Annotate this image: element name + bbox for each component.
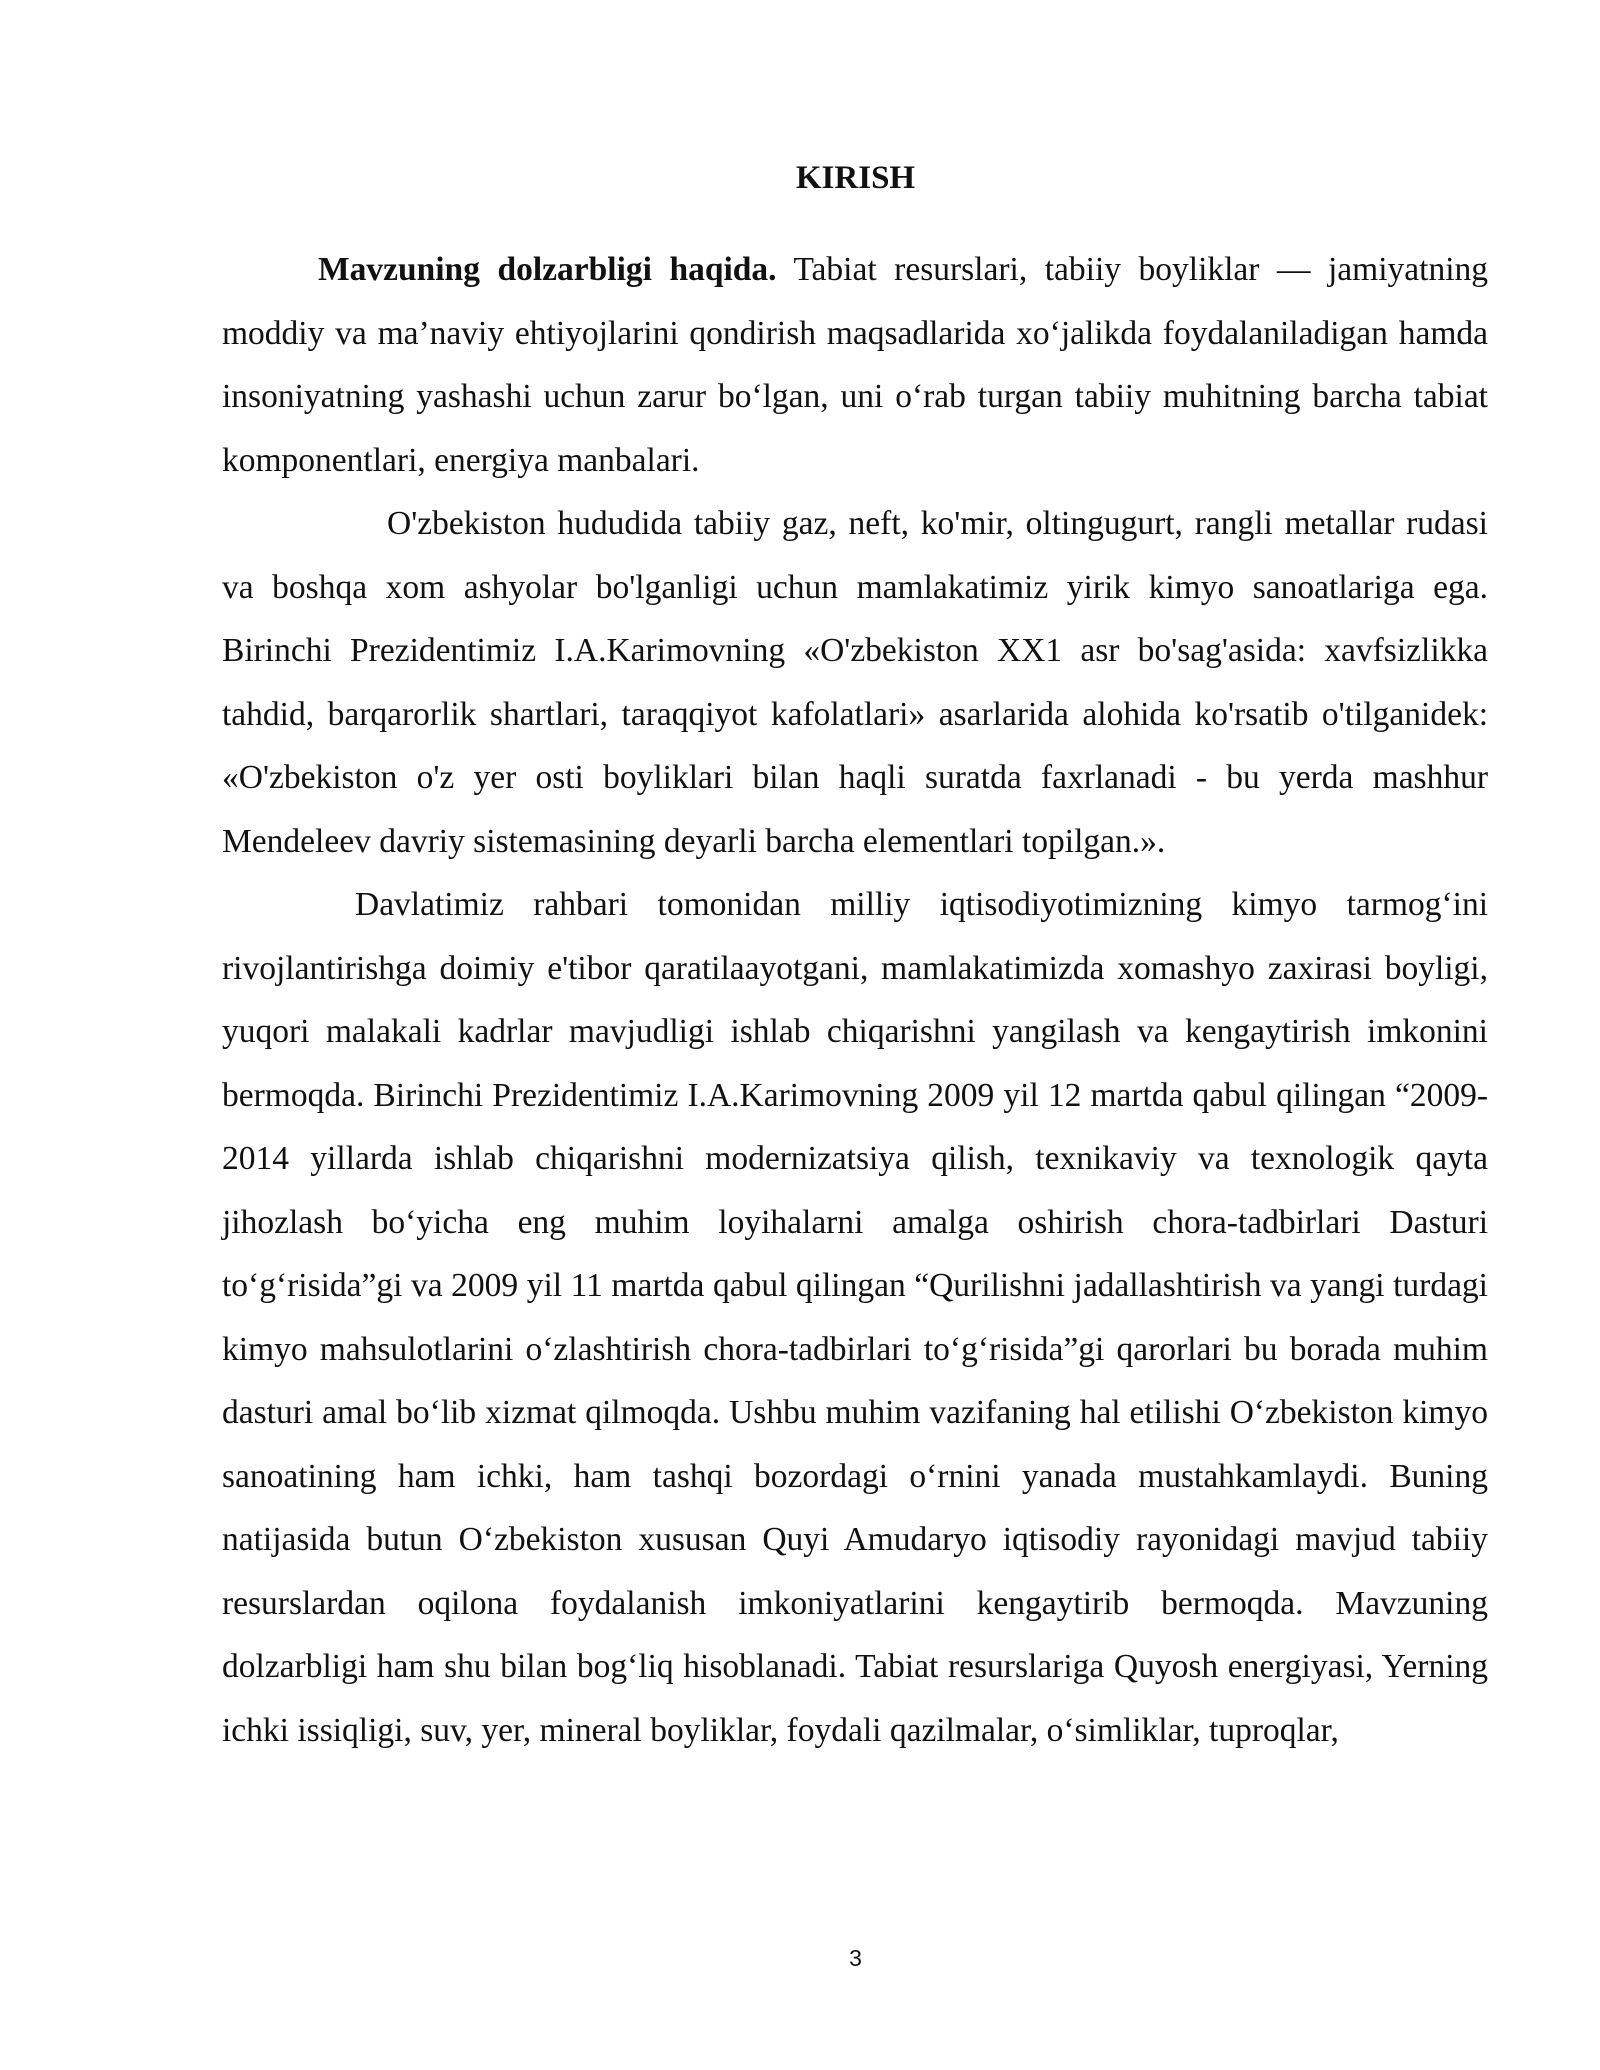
paragraph-resources: O'zbekiston hududida tabiiy gaz, neft, ko'mir, oltingugurt, rangli metallar rudasi va boshqa xom ashyolar bo'lganligi uchun mamlakatimiz yirik kimyo sanoatlariga ega. Birinchi Prezidentimiz I.A.Karimovning «O'zbekiston XX1 asr bo'sag'asida: xavfsizlikka tahdid, barqarorlik shartlari, taraqqiyot kafolatlari» asarlarida alohida ko'rsatib o'tilganidek: «O'zbekiston o'z yer osti boyliklari bilan haqli suratda faxrlanadi - bu yerda mashhur Mendeleev davriy sistemasining deyarli barcha elementlari topilgan.». — [222, 505, 1488, 860]
paragraph-lead-heading: Mavzuning dolzarbligi haqida. — [318, 251, 777, 288]
page-number: 3 — [849, 1945, 862, 1971]
section-title: KIRISH — [795, 160, 916, 196]
paragraph-chemical-industry: Davlatimiz rahbari tomonidan milliy iqtisodiyotimizning kimyo tarmog‘ini rivojlantirishga doimiy e'tibor qaratilaayotgani, mamlakatimizda xomashyo zaxirasi boyligi, yuqori malakali kadrlar mavjudligi ishlab chiqarishni yangilash va kengaytirish imkonini bermoqda. Birinchi Prezidentimiz I.A.Karimovning 2009 yil 12 martda qabul qilingan “2009-2014 yillarda ishlab chiqarishni modernizatsiya qilish, texnikaviy va texnologik qayta jihozlash bo‘yicha eng muhim loyihalarni amalga oshirish chora-tadbirlari Dasturi to‘g‘risida”gi va 2009 yil 11 martda qabul qilingan “Qurilishni jadallashtirish va yangi turdagi kimyo mahsulotlarini o‘zlashtirish chora-tadbirlari to‘g‘risida”gi qarorlari bu borada muhim dasturi amal bo‘lib xizmat qilmoqda. Ushbu muhim vazifaning hal etilishi O‘zbekiston kimyo sanoatining ham ichki, ham tashqi bozordagi o‘rnini yanada mustahkamlaydi. Buning natijasida butun O‘zbekiston xususan Quyi Amudaryo iqtisodiy rayonidagi mavjud tabiiy resurslardan oqilona foydalanish imkoniyatlarini kengaytirib bermoqda. Mavzuning dolzarbligi ham shu bilan bog‘liq hisoblanadi. Tabiat resurslariga Quyosh energiyasi, Yerning ichki issiqligi, suv, yer, mineral boyliklar, foydali qazilmalar, o‘simliklar, tuproqlar, — [222, 886, 1488, 1749]
paragraph-relevance-text: Tabiat resurslari, tabiiy boyliklar — jamiyatning moddiy va ma’naviy ehtiyojlarini qondirish maqsadlarida xo‘jalikda foydalaniladigan hamda insoniyatning yashashi uchun zarur bo‘lgan, uni o‘rab turgan tabiiy muhitning barcha tabiat komponentlari, energiya manbalari. — [222, 251, 1489, 479]
document-body — [222, 238, 1488, 1762]
paragraph-relevance — [222, 238, 1488, 492]
